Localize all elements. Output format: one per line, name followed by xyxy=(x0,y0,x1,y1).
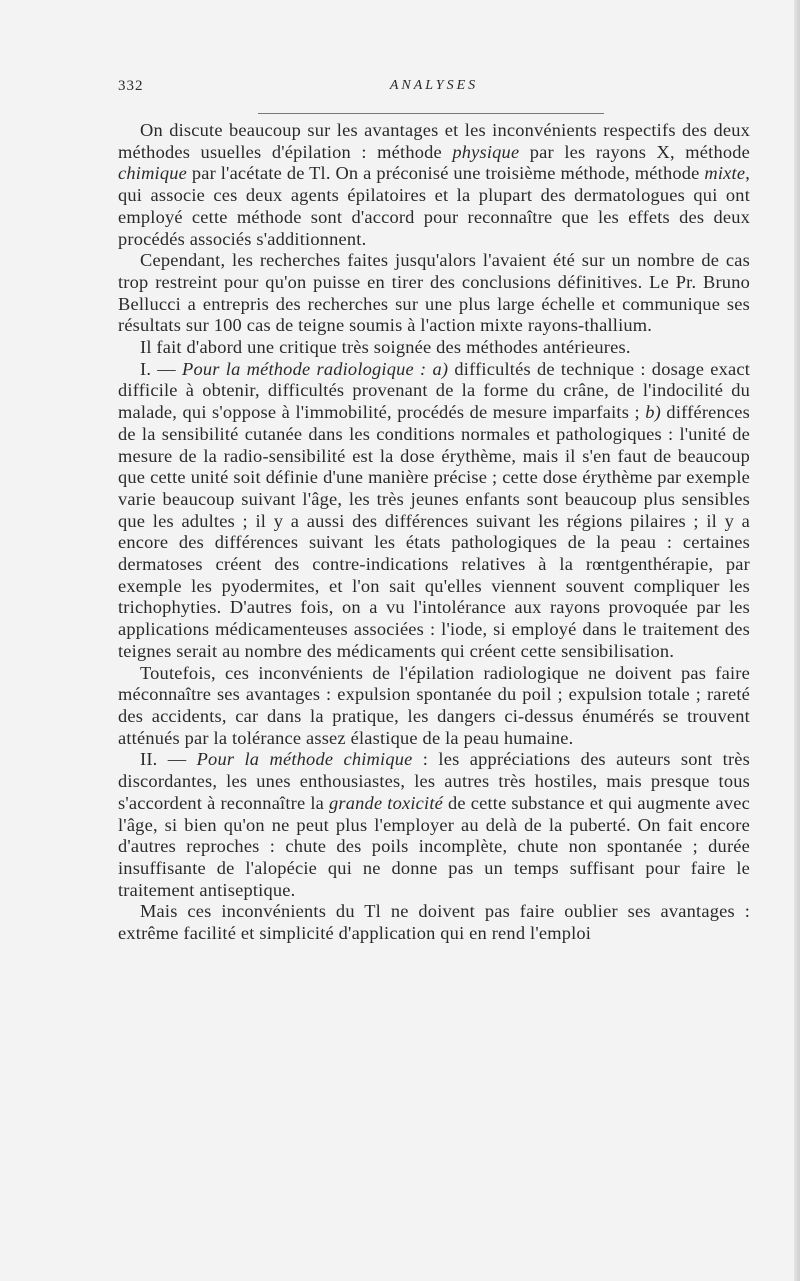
italic-text-run: grande toxicité xyxy=(329,792,444,813)
text-run: , qui associe ces deux agents épilatoires et la plupart des dermatologues qui ont employé cette méthode sont d'accord pour reconnaître que les effets des deux procédés associés s'additionnent. xyxy=(118,163,750,249)
italic-text-run: chimique xyxy=(118,163,188,184)
page-edge xyxy=(794,0,800,1281)
text-run: difficultés de technique : dosage exact difficile à obtenir, difficultés provenant de la forme du crâne, de l'indocilité du malade, qui s'oppose à l'immobilité, procédés de mesure imparfaits ; xyxy=(118,358,751,423)
paragraph xyxy=(118,901,750,944)
paragraph xyxy=(118,359,750,663)
paragraph xyxy=(118,120,750,250)
text-run: par l'acétate de Tl. On a préconisé une troisième méthode, méthode xyxy=(187,163,705,184)
italic-text-run: b) xyxy=(645,402,661,423)
italic-text-run: Pour la méthode chimique xyxy=(196,749,413,770)
header-rule xyxy=(258,113,604,114)
text-run: I. — xyxy=(140,358,183,379)
text-run: On discute beaucoup sur les avantages et les inconvénients respectifs des deux méthodes usuelles d'épilation : méthode xyxy=(118,120,750,162)
paragraph xyxy=(118,250,750,337)
text-run: Cependant, les recherches faites jusqu'alors l'avaient été sur un nombre de cas trop restreint pour qu'on puisse en tirer des conclusions définitives. Le Pr. Bruno Bellucci a entrepris des recherches sur une plus large échelle et communique ses résultats sur 100 cas de teigne soumis à l'action mixte rayons-thallium. xyxy=(118,250,750,336)
text-run: Il fait d'abord une critique très soignée des méthodes antérieures. xyxy=(140,337,631,358)
page-number: 332 xyxy=(118,78,144,94)
text-run: : les appréciations des auteurs sont très discordantes, les unes enthousiastes, les autres très hostiles, mais presque tous s'accordent à reconnaître la xyxy=(118,749,750,813)
text-run: Mais ces inconvénients du Tl ne doivent pas faire oublier ses avantages : extrême facilité et simplicité d'application qui en rend l'emploi xyxy=(118,901,750,944)
text-run: II. — xyxy=(140,749,197,770)
text-run: de cette substance et qui augmente avec l'âge, si bien qu'on ne peut plus l'employer au delà de la puberté. On fait encore d'autres reproches : chute des poils incomplète, chute non spontanée ; durée insuffisante de l'alopécie qui ne donne pas un temps suffisant pour faire le traitement antiseptique. xyxy=(118,792,750,900)
italic-text-run: Pour la méthode radiologique : a) xyxy=(182,358,449,379)
running-title: ANALYSES xyxy=(389,78,479,93)
paragraph xyxy=(118,337,750,359)
text-run: Toutefois, ces inconvénients de l'épilation radiologique ne doivent pas faire méconnaître ses avantages : expulsion spontanée du poil ; expulsion totale ; rareté des accidents, car dans la pratique, les dangers ci-dessus énumérés se trouvent atténués par la tolérance assez élastique de la peau humaine. xyxy=(118,662,750,748)
text-run: différences de la sensibilité cutanée dans les conditions normales et pathologiques : l'unité de mesure de la radio-sensibilité est la dose érythème, mais il s'en faut de beaucoup que cette unité soit définie d'une manière précise ; cette dose érythème par exemple varie beaucoup suivant l'âge, les très jeunes enfants sont beaucoup plus sensibles que les adultes ; il y a aussi des différences suivant les régions pilaires ; il y a encore des différences suivant les états pathologiques de la peau : certaines dermatoses créent des contre-indications relatives à la rœntgenthérapie, par exemple les pyodermites, et l'on sait qu'elles viennent souvent compliquer les trichophyties. D'autres fois, on a vu l'intolérance aux rayons provoquée par les applications médicamenteuses associées : l'iode, si employé dans le traitement des teignes serait au nombre des médicaments qui créent cette sensibilisation. xyxy=(118,402,750,661)
page-header xyxy=(118,78,750,100)
paragraph xyxy=(118,663,750,750)
italic-text-run: mixte xyxy=(704,163,746,184)
italic-text-run: physique xyxy=(452,141,520,162)
text-run: par les rayons X, méthode xyxy=(519,141,750,162)
body-text xyxy=(118,120,750,945)
paragraph xyxy=(118,749,750,901)
